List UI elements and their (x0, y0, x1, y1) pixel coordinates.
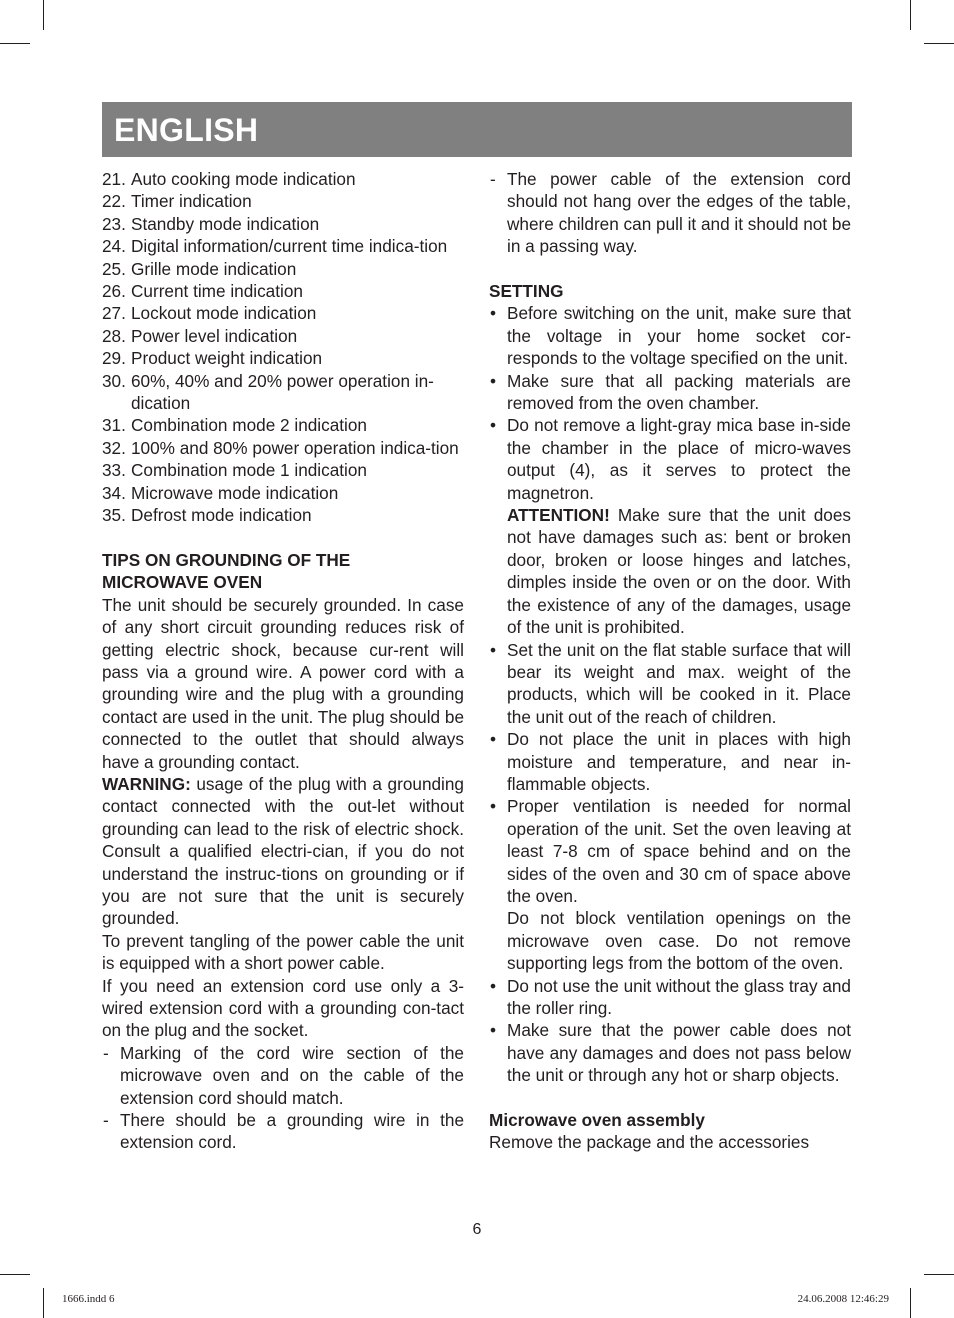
item-number: 26. (102, 281, 126, 302)
item-text: Standby mode indication (131, 213, 320, 234)
page-title: ENGLISH (114, 112, 259, 148)
list-item: • Before switching on the unit, make sure that the voltage in your home socket cor-responds to the voltage specified on the unit. (490, 303, 851, 369)
item-text: Grille mode indication (131, 258, 297, 279)
list-item (102, 258, 464, 280)
list-item (102, 414, 464, 436)
list-item: • Do not remove a light-gray mica base in-side the chamber in the place of micro-waves output (4), as it serves to protect the magnetron. (490, 415, 851, 503)
list-item (102, 213, 464, 235)
item-number: 33. (102, 460, 126, 481)
item-text: Microwave mode indication (131, 482, 339, 503)
setting-heading: SETTING (489, 281, 564, 302)
item-number: 25. (102, 258, 126, 279)
list-item (102, 459, 464, 481)
list-item: - The power cable of the extension cord should not hang over the edges of the table, where children can pull it and it should not be in a passing way. (490, 169, 851, 257)
item-text: 60%, 40% and 20% power operation in-dication (131, 370, 434, 414)
file-slug: 1666.indd 6 (62, 1293, 115, 1305)
short-cable-paragraph: To prevent tangling of the power cable the unit is equipped with a short power cable. (102, 930, 464, 974)
print-timestamp: 24.06.2008 12:46:29 (797, 1293, 889, 1305)
list-item: • Do not use the unit without the glass tray and the roller ring. (490, 975, 851, 1019)
item-number: 24. (102, 236, 126, 257)
list-item (102, 325, 464, 347)
crop-mark (910, 1288, 911, 1318)
assembly-paragraph: Remove the package and the accessories (489, 1132, 810, 1153)
item-text: Product weight indication (131, 348, 323, 369)
crop-mark (924, 1274, 954, 1275)
list-item: • Do not place the unit in places with high moisture and temperature, and near in-flammable objects. (490, 729, 851, 794)
list-item (102, 370, 464, 415)
item-text: Lockout mode indication (131, 303, 317, 324)
item-number: 34. (102, 482, 126, 503)
assembly-heading: Microwave oven assembly (489, 1110, 705, 1131)
list-item (102, 504, 464, 526)
list-item: - There should be a grounding wire in the extension cord. (103, 1110, 464, 1153)
item-text: Combination mode 1 indication (131, 460, 367, 481)
list-item (102, 190, 464, 212)
item-text: Digital information/current time indica-tion (131, 236, 448, 257)
page-number: 6 (472, 1221, 482, 1238)
list-item (102, 168, 464, 190)
item-number: 28. (102, 325, 126, 346)
left-column (102, 168, 464, 1154)
item-number: 23. (102, 213, 126, 234)
grounding-heading-line2: MICROWAVE OVEN (102, 572, 263, 593)
item-text: Auto cooking mode indication (131, 169, 356, 189)
list-item (102, 235, 464, 257)
indicator-list (102, 168, 464, 527)
ventilation-note: Do not block ventilation openings on the microwave oven case. Do not remove supporting legs from the bottom of the oven. (507, 908, 851, 974)
list-item: • Make sure that the power cable does not have any damages and does not pass below the unit or through any hot or sharp objects. (490, 1020, 851, 1086)
item-text: Timer indication (131, 191, 252, 212)
list-item (102, 482, 464, 504)
warning-label: WARNING: (102, 773, 191, 794)
crop-mark (0, 1274, 30, 1275)
item-number: 22. (102, 191, 126, 212)
item-text: Power level indication (131, 325, 298, 346)
language-banner (102, 102, 852, 157)
list-item: • Set the unit on the flat stable surface that will bear its weight and max. weight of the products, which will be cooked in it. Place the unit out of the reach of children. (490, 639, 851, 727)
list-item: - Marking of the cord wire section of the microwave oven and on the cable of the extension cord should match. (103, 1042, 464, 1108)
crop-mark (924, 43, 954, 44)
item-number: 29. (102, 348, 126, 369)
right-column (489, 168, 851, 1154)
item-number: 21. (102, 169, 126, 189)
crop-mark (0, 43, 30, 44)
item-number: 27. (102, 303, 126, 324)
list-item: • Make sure that all packing materials are removed from the oven chamber. (490, 370, 851, 414)
extension-cord-paragraph: If you need an extension cord use only a 3-wired extension cord with a grounding con-tact on the plug and the socket. (102, 975, 464, 1041)
attention-text: Make sure that the unit does not have damages such as: bent or broken door, broken or loose hinges and latches, dimples inside the oven or on the door. With the existence of any of the damages, usage of the unit is prohibited. (507, 505, 851, 638)
item-text: Defrost mode indication (131, 505, 312, 526)
grounding-heading: TIPS ON GROUNDING OF THE (102, 549, 351, 570)
crop-mark (910, 0, 911, 30)
item-text: Combination mode 2 indication (131, 415, 367, 436)
item-number: 32. (102, 437, 126, 458)
list-item (102, 347, 464, 369)
list-item (102, 437, 464, 459)
warning-paragraph (102, 773, 464, 930)
list-item: • Proper ventilation is needed for normal operation of the unit. Set the oven leaving at least 7-8 cm of space behind and on the sides of the oven and 30 cm of space above the oven. (490, 796, 851, 906)
item-number: 31. (102, 415, 126, 436)
item-number: 35. (102, 505, 126, 526)
crop-mark (43, 1288, 44, 1318)
list-item (102, 280, 464, 302)
warning-text: usage of the plug with a grounding contact connected with the out-let without grounding can lead to the risk of electric shock. Consult a qualified electri-cian, if you do not understand the instruc-tions on grounding or if you are not sure that the unit is securely grounded. (102, 773, 464, 929)
item-number: 30. (102, 370, 126, 391)
item-text: Current time indication (131, 281, 303, 302)
item-text: 100% and 80% power operation indica-tion (131, 437, 459, 458)
attention-label: ATTENTION! (507, 505, 610, 526)
crop-mark (43, 0, 44, 30)
list-item (102, 302, 464, 324)
grounding-paragraph: The unit should be securely grounded. In case of any short circuit grounding reduces risk of getting electric shock, because cur-rent will pass via a ground wire. A power cord with a grounding wire and the plug with a grounding contact are used in the unit. The plug should be connected to the outlet that should always have a grounding contact. (102, 594, 464, 772)
attention-paragraph (489, 504, 851, 638)
